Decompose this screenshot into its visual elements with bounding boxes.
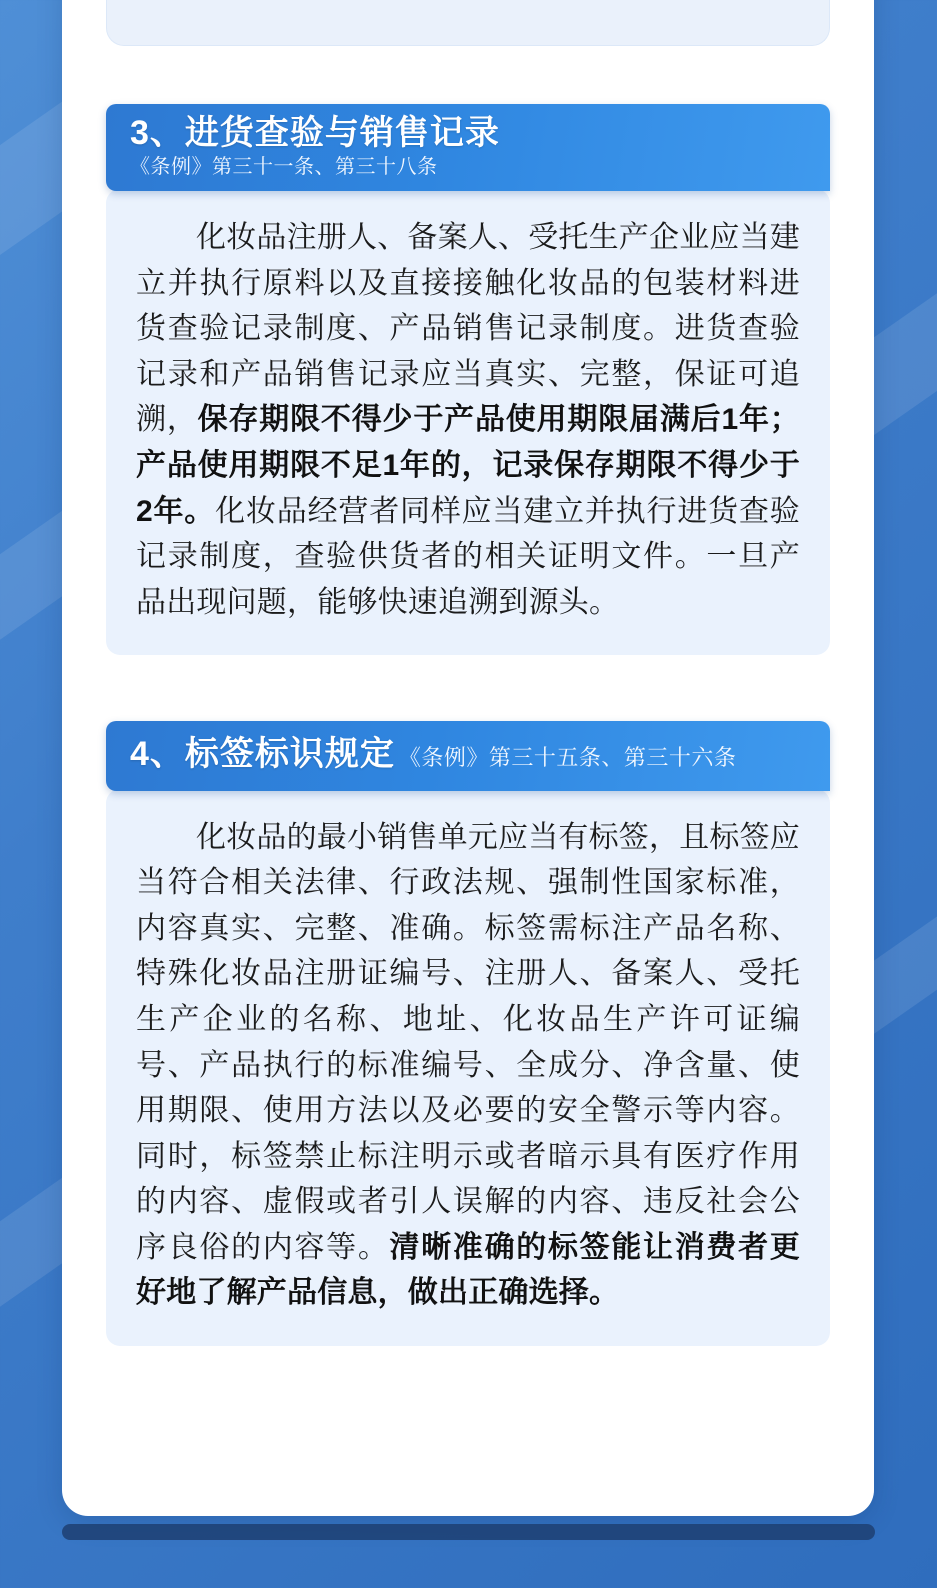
- previous-section-partial-panel: [106, 0, 830, 46]
- section-3-text-emphasis: 保存期限不得少于产品使用期限届满后1年；产品使用期限不足1年的，记录保存期限不得少于2年。: [136, 403, 801, 528]
- section-3-title: 3、进货查验与销售记录: [130, 114, 500, 152]
- section-4-header: [106, 721, 830, 790]
- page-card: [62, 0, 874, 1516]
- section-3-body-panel: [106, 189, 830, 655]
- section-4-header-row: [130, 735, 806, 774]
- section-3-subtitle: 《条例》第三十一条、第三十八条: [130, 156, 438, 179]
- section-3-text-lead: 化妆品注册人、备案人、受托生产企业应当建立并执行原料以及直接接触化妆品的包装材料进货查验记录制度、产品销售记录制度。进货查验记录和产品销售记录应当真实、完整，保证可追溯，: [136, 221, 800, 437]
- section-3-text-tail: 化妆品经营者同样应当建立并执行进货查验记录制度，查验供货者的相关证明文件。一旦产品出现问题，能够快速追溯到源头。: [136, 494, 800, 619]
- page-bottom-strip: [62, 1524, 875, 1540]
- section-4: [106, 721, 830, 1346]
- section-3-paragraph: [136, 215, 800, 625]
- page-content: [62, 0, 874, 1516]
- section-3-header: [106, 104, 830, 191]
- section-4-text-lead: 化妆品的最小销售单元应当有标签，且标签应当符合相关法律、行政法规、强制性国家标准，内容真实、完整、准确。标签需标注产品名称、特殊化妆品注册证编号、注册人、备案人、受托生产企业的名称、地址、化妆品生产许可证编号、产品执行的标准编号、全成分、净含量、使用期限、使用方法以及必要的安全警示等内容。同时，标签禁止标注明示或者暗示具有医疗作用的内容、虚假或者引人误解的内容、违反社会公序良俗的内容等。: [136, 820, 800, 1264]
- section-4-paragraph: [136, 815, 800, 1317]
- section-4-body-panel: [106, 789, 830, 1347]
- section-4-subtitle: 《条例》第三十五条、第三十六条: [398, 745, 737, 771]
- section-4-title: 4、标签标识规定: [130, 735, 395, 774]
- section-3: [106, 104, 830, 655]
- section-4-text-emphasis: 清晰准确的标签能让消费者更好地了解产品信息，做出正确选择。: [136, 1230, 800, 1310]
